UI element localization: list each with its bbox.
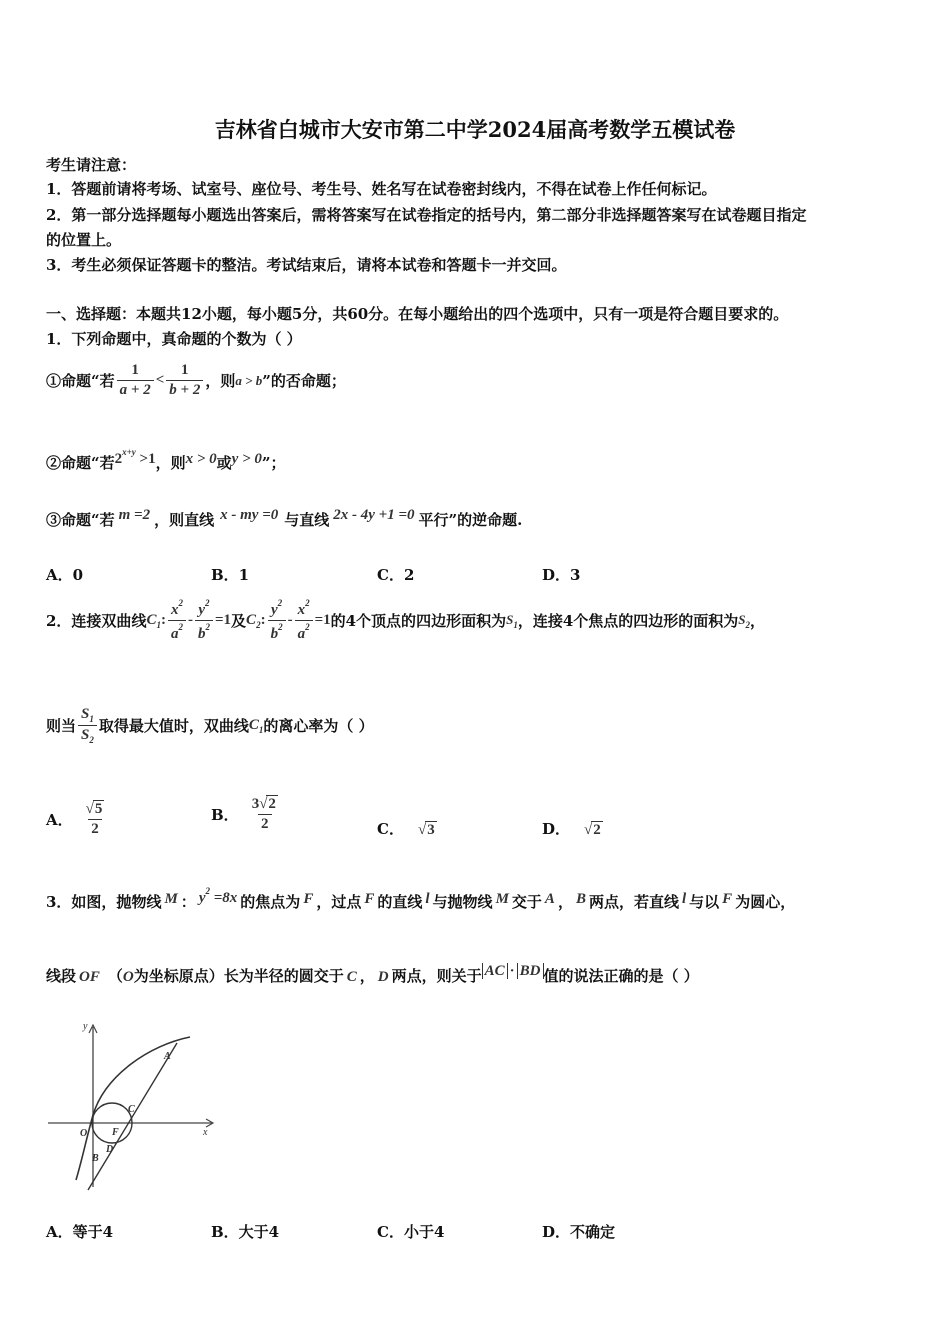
q1-p1-mid: ，则 <box>205 372 236 390</box>
q2-option-a[interactable]: A． $\frac{√5}{2}$ <box>46 801 103 837</box>
q3-option-a[interactable]: A．等于4 <box>46 1223 114 1241</box>
fig-label-c: C <box>128 1104 135 1115</box>
q1-option-d[interactable]: D．3 <box>542 566 581 584</box>
q1-p3-cond: m =2 <box>118 507 151 523</box>
q1-p2-c2: y > 0 <box>231 451 262 467</box>
notice-item-2: 2．第一部分选择题每小题选出答案后，需将答案写在试卷指定的括号内，第二部分非选择题答案写在试卷题目指定 <box>46 206 807 224</box>
q2-stem: 2．连接双曲线 $C_1$ : $\frac{x^2}{a^2}$ - $\frac{y^2}{b^2}$ =1 及 $C_2$ : $\frac{y^2}{b^2}$ - $\frac{x^2}{a^2}$ =1 的4个顶点的四边形面积为 $S_1$ ，连接4个焦点的四边形的面积为 $S_2$ ， <box>46 598 766 642</box>
q1-option-c[interactable]: C．2 <box>377 566 415 584</box>
page-title: 吉林省白城市大安市第二中学2024届高考数学五模试卷 <box>214 117 736 142</box>
q1-p2-c1: x > 0 <box>185 451 217 467</box>
fig-label-a: A <box>164 1051 171 1062</box>
notice-heading: 考生请注意： <box>46 156 137 174</box>
q1-p1-lt: < <box>155 372 165 388</box>
notice-item-1: 1．答题前请将考场、试室号、座位号、考生号、姓名写在试卷密封线内，不得在试卷上作任何标记。 <box>46 180 717 198</box>
q3-option-d[interactable]: D．不确定 <box>542 1223 616 1241</box>
fig-label-x: x <box>203 1127 208 1138</box>
q1-p1-cond: a > b <box>235 372 263 388</box>
q2-option-c[interactable]: C． √3 <box>377 820 435 838</box>
q1-proposition-1 <box>46 362 346 399</box>
q1-p1-frac2: $\frac{1}{b + 2}$ <box>166 362 203 399</box>
q1-p3-line2: 2x - 4y +1 =0 <box>333 507 415 523</box>
fig-label-b: B <box>92 1153 99 1164</box>
q2-option-b[interactable]: B． $\frac{3√2}{2}$ <box>211 796 276 832</box>
fig-label-y: y <box>83 1021 88 1032</box>
section-heading: 一、选择题：本题共12小题，每小题5分，共60分。在每小题给出的四个选项中，只有一项是符合题目要求的。 <box>46 305 789 323</box>
q2-option-d[interactable]: D． √2 <box>542 820 601 838</box>
q3-option-c[interactable]: C．小于4 <box>377 1223 445 1241</box>
q3-stem: 3．如图，抛物线 M ： $y^2 =8x$ 的焦点为 F ，过点 F 的直线 l 与抛物线 M 交于 A ， B 两点，若直线 l 与以 F 为圆心， <box>46 886 796 911</box>
q1-p2-pre: ②命题“若 <box>46 454 115 472</box>
q2-stem-line2: 则当 $\frac{S_1}{S_2}$ 取得最大值时，双曲线 $C_1$ 的离心率为（ ） <box>46 706 374 745</box>
q1-p1-post: ”的否命题； <box>262 372 346 390</box>
fig-label-f: F <box>112 1127 119 1138</box>
q1-proposition-3: ③命题“若 m =2 ，则直线 x - my =0 与直线 2x - 4y +1 =0 平行”的逆命题. <box>46 507 523 529</box>
q3-figure <box>40 1015 225 1195</box>
q1-option-a[interactable]: A．0 <box>46 566 84 584</box>
notice-item-2-cont: 的位置上。 <box>46 231 122 249</box>
q3-stem-line2: 线段 OF （O为坐标原点）长为半径的圆交于 C ， D 两点，则关于 AC · BD 值的说法正确的是（ ） <box>46 963 699 985</box>
q1-proposition-2: ②命题“若$2^{x+y} >1$，则x > 0或y > 0”； <box>46 447 286 472</box>
q3-option-b[interactable]: B．大于4 <box>211 1223 280 1241</box>
notice-item-3: 3．考生必须保证答题卡的整洁。考试结束后，请将本试卷和答题卡一并交回。 <box>46 256 567 274</box>
fig-label-o: O <box>80 1128 88 1139</box>
fig-label-d: D <box>106 1144 114 1155</box>
line-l <box>88 1043 177 1190</box>
q1-option-b[interactable]: B．1 <box>211 566 250 584</box>
q1-p3-line1: x - my =0 <box>220 507 279 523</box>
q1-p1-pre: ①命题“若 <box>46 372 115 390</box>
q1-p1-frac1: $\frac{1}{a + 2}$ <box>117 362 154 399</box>
q1-stem: 1．下列命题中，真命题的个数为（ ） <box>46 330 302 348</box>
